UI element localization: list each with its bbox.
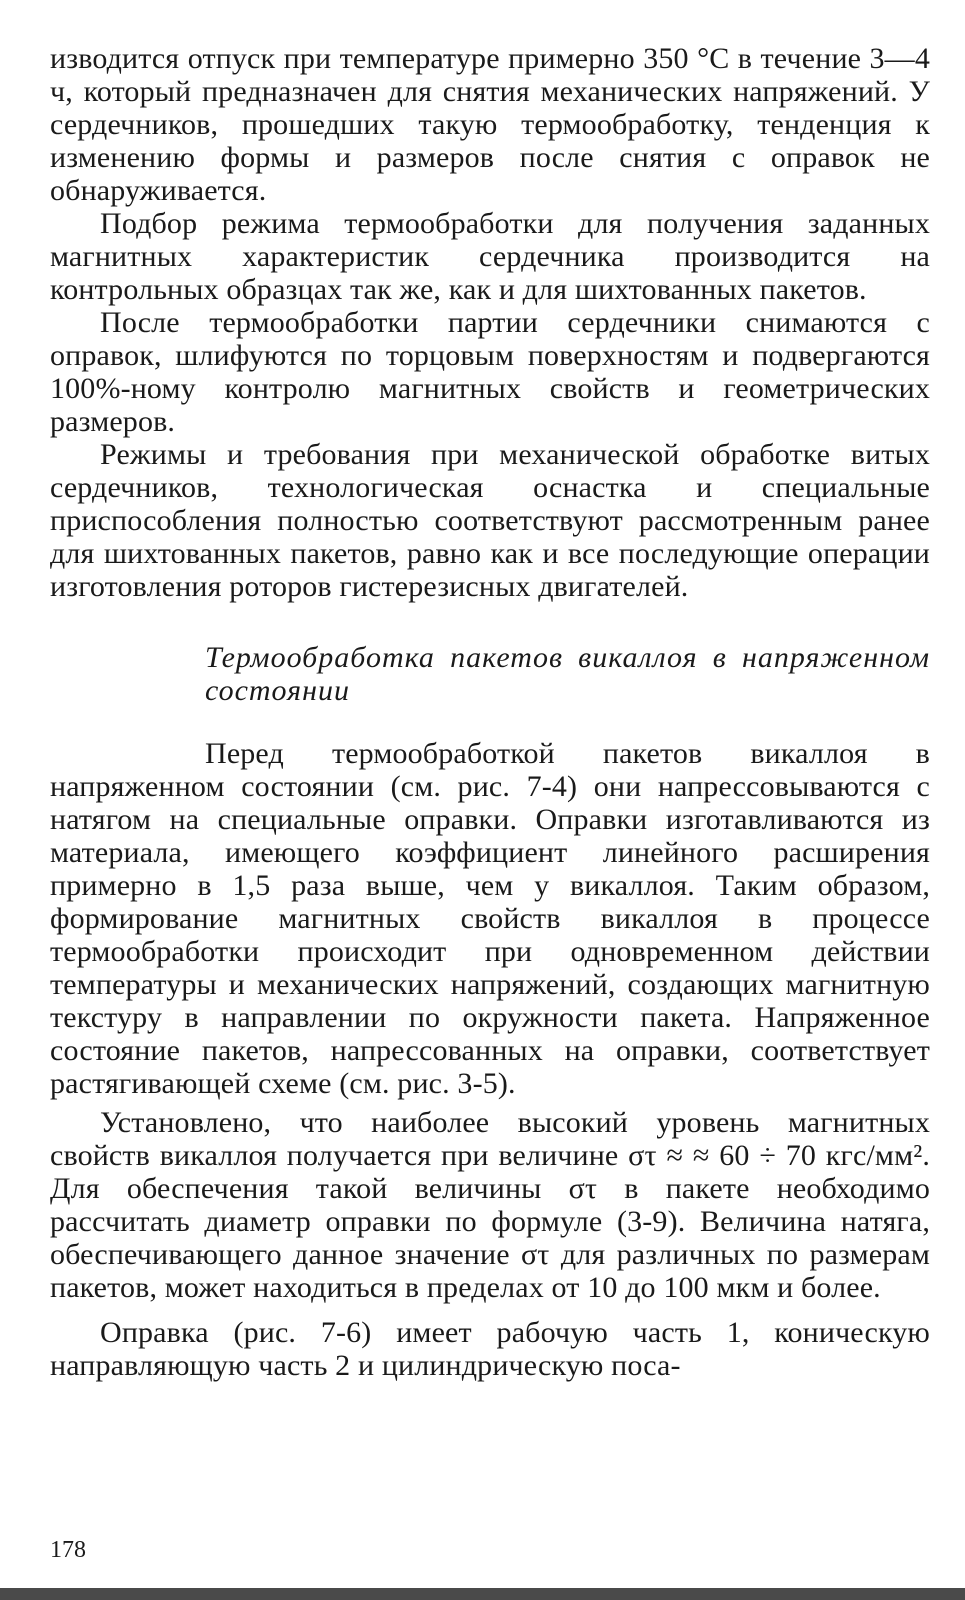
paragraph-1: изводится отпуск при температуре примерно 350 °С в течение 3—4 ч, который предназначен для снятия механических напряжений. У сердечников, прошедших такую термообработку, тенденция к изменению формы и размеров после снятия с оправок не обнаруживается. [50,42,930,207]
paragraph-6: Установлено, что наиболее высокий уровень магнитных свойств викаллоя получается при величине στ ≈ ≈ 60 ÷ 70 кгс/мм². Для обеспечения такой величины στ в пакете необходимо рассчитать диаметр оправки по формуле (3-9). Величина натяга, обеспечивающего данное значение στ для различных по размерам пакетов, может находиться в пределах от 10 до 100 мкм и более. [50,1106,930,1304]
paragraph-5: Перед термообработкой пакетов викаллоя в напряженном состоянии (см. рис. 7-4) они напрессовываются с натягом на специальные оправки. Оправки изготавливаются из материала, имеющего коэффициент линейного расширения примерно в 1,5 раза выше, чем у викаллоя. Таким образом, формирование магнитных свойств викаллоя в процессе термообработки происходит при одновременном действии температуры и механических напряжений, создающих магнитную текстуру в направлении по окружности пакета. Напряженное состояние пакетов, напрессованных на оправки, соответствует растягивающей схеме (см. рис. 3-5). [50,737,930,1100]
paragraph-4: Режимы и требования при механической обработке витых сердечников, технологическая оснастка и специальные приспособления полностью соответствуют рассмотренным ранее для шихтованных пакетов, равно как и все последующие операции изготовления роторов гистерезисных двигателей. [50,438,930,603]
page-number: 178 [50,1537,86,1563]
scan-bottom-border [0,1588,965,1600]
text-column [50,42,930,1382]
paragraph-gap [50,1304,930,1316]
paragraph-2: Подбор режима термообработки для получения заданных магнитных характеристик сердечника производится на контрольных образцах так же, как и для шихтованных пакетов. [50,207,930,306]
paragraph-7: Оправка (рис. 7-6) имеет рабочую часть 1, коническую направляющую часть 2 и цилиндрическую поса- [50,1316,930,1382]
section-heading: Термообработка пакетов викаллоя в напряженном состоянии [205,641,930,707]
paragraph-3: После термообработки партии сердечники снимаются с оправок, шлифуются по торцовым поверхностям и подвергаются 100%-ному контролю магнитных свойств и геометрических размеров. [50,306,930,438]
